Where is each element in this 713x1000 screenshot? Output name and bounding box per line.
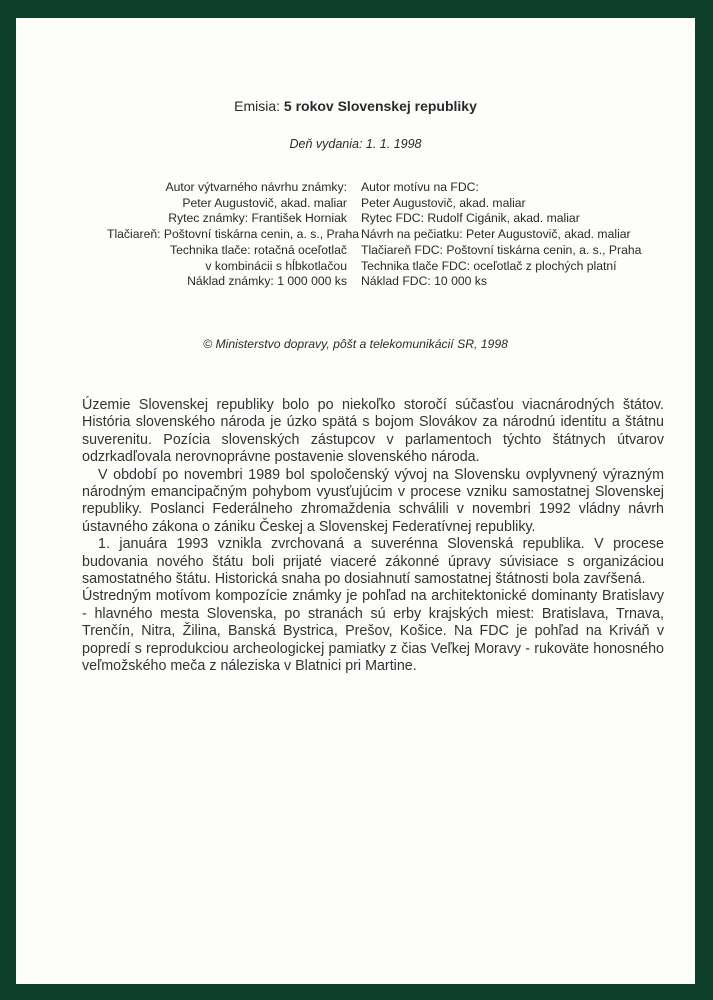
fdc-credits (361, 180, 681, 290)
paragraph: 1. januára 1993 vznikla zvrchovaná a suverénna Slovenská republika. V procese budovania nového štátu boli prijaté viaceré zákonné úpravy súvisiace s organizáciou samostatného štátu. Historická snaha po dosiahnutí samostatnej štátnosti bola zavŕšená. (82, 536, 664, 588)
credit-line: Rytec FDC: Rudolf Cigánik, akad. maliar (361, 211, 580, 226)
credit-line: Tlačiareň: Poštovní tiskárna cenin, a. s., Praha (107, 227, 359, 242)
credit-line: Náklad známky: 1 000 000 ks (187, 274, 347, 289)
credit-line: Technika tlače FDC: oceľotlač z plochých platní (361, 258, 617, 273)
credit-line: Autor výtvarného návrhu známky: (165, 180, 347, 194)
paragraph: Územie Slovenskej republiky bolo po niekoľko storočí súčasťou viacnárodných štátov. História slovenského národa je úzko spätá s bojom Slovákov za národnú identitu a štátnu suverenitu. Pozícia slovenských zástupcov v parlamentoch týchto štátnych útvarov odzrkadľovala nerovnoprávne postavenie slovenského národa. (82, 397, 664, 466)
paragraph: Ústredným motívom kompozície známky je pohľad na architektonické dominanty Bratislavy - hlavného mesta Slovenska, po stranách sú erby krajských miest: Bratislava, Trnava, Trenčín, Nitra, Žilina, Banská Bystrica, Prešov, Košice. Na FDC je pohľad na Kriváň v popredí s reprodukciou archeologickej pamiatky z čias Veľkej Moravy - rukoväte honosného veľmožského meča z náleziska v Blatnici pri Martine. (82, 588, 664, 675)
credit-line: Návrh na pečiatku: Peter Augustovič, akad. maliar (361, 227, 631, 242)
credit-line: Tlačiareň FDC: Poštovní tiskárna cenin, a. s., Praha (361, 242, 642, 257)
emission-title (16, 98, 695, 114)
emission-label: Emisia: (234, 98, 281, 114)
copyright-line: © Ministerstvo dopravy, pôšt a telekomunikácií SR, 1998 (203, 337, 508, 351)
emission-name: 5 rokov Slovenskej republiky (283, 98, 477, 114)
credit-line: Rytec známky: František Horniak (168, 211, 347, 226)
credit-line: v kombinácii s hĺbkotlačou (205, 258, 347, 273)
issue-date: Deň vydania: 1. 1. 1998 (289, 137, 422, 151)
credit-line: Peter Augustovič, akad. maliar (361, 195, 526, 210)
credit-line: Náklad FDC: 10 000 ks (361, 274, 487, 289)
credit-line: Technika tlače: rotačná oceľotlač (170, 242, 347, 257)
credit-line: Peter Augustovič, akad. maliar (182, 195, 347, 210)
document-sheet (16, 18, 695, 984)
stamp-credits (107, 180, 359, 290)
paragraph: V období po novembri 1989 bol spoločenský vývoj na Slovensku ovplyvnený výrazným národným emancipačným pohybom vyusťujúcim v procese vzniku samostatnej Slovenskej republiky. Poslanci Federálneho zhromaždenia schválili v novembri 1992 vládny návrh ústavného zákona o zániku Českej a Slovenskej Federatívnej republiky. (82, 466, 664, 535)
credit-line: Autor motívu na FDC: (361, 180, 479, 194)
body-text (82, 397, 664, 676)
